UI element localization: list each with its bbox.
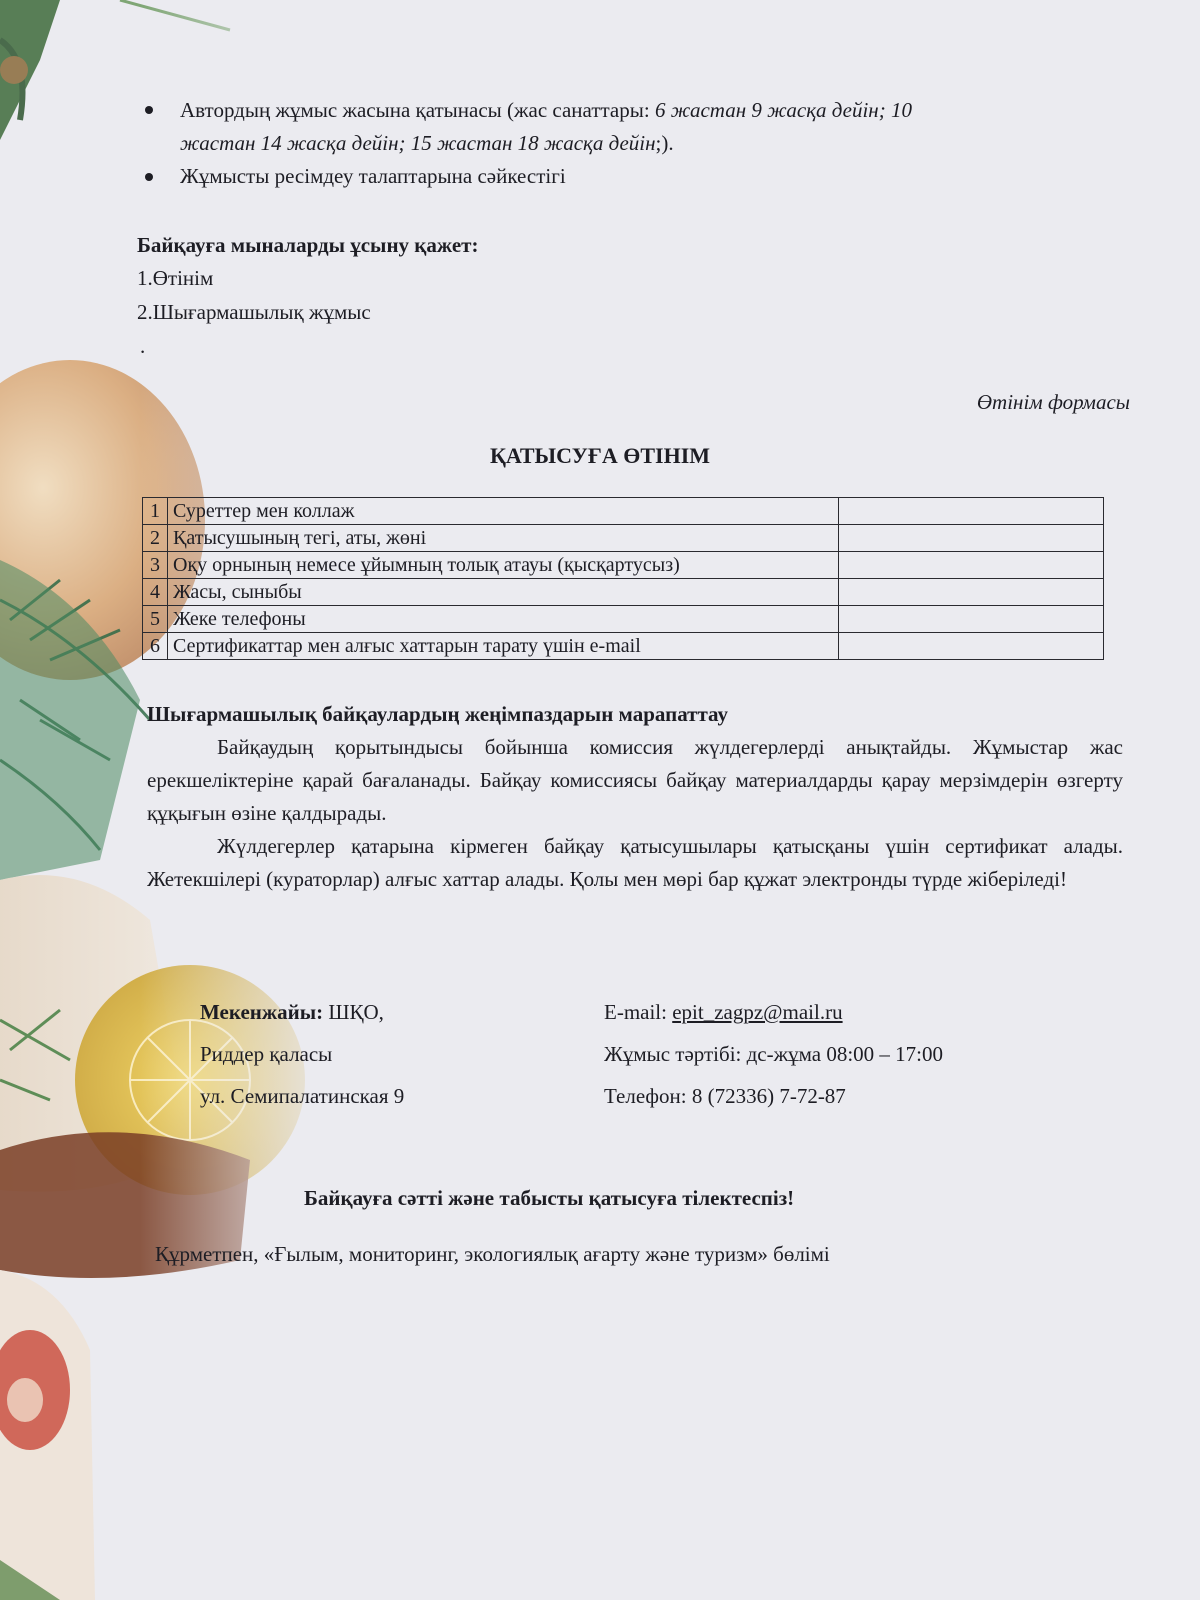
form-row-value-field[interactable]: [839, 606, 1104, 633]
stray-dot: .: [140, 334, 146, 358]
address-line: [200, 996, 384, 1029]
awards-paragraph-1: Байқаудың қорытындысы бойынша комиссия жүлдегерлерді анықтайды. Жұмыстар жас ерекшеліктеріне қарай бағаланады. Байқау комиссиясы байқау материалдарды қарау мерзімдерін өзгерту құқығын өзіне қалдырады.: [147, 735, 1123, 825]
application-form-table: [142, 497, 1104, 660]
submit-item-application: 1.Өтінім: [137, 266, 214, 290]
form-row-number: 6: [143, 633, 168, 660]
form-row: [143, 525, 1104, 552]
submit-heading: Байқауға мыналарды ұсыну қажет:: [137, 233, 479, 257]
form-row: [143, 633, 1104, 660]
working-hours: Жұмыс тәртібі: дс-жұма 08:00 – 17:00: [604, 1042, 944, 1066]
submit-item-creative-work: 2.Шығармашылық жұмыс: [137, 300, 371, 324]
form-row-number: 4: [143, 579, 168, 606]
awards-text: [147, 731, 1123, 896]
criteria-item-format: Жұмысты ресімдеу талаптарына сәйкестігі: [180, 164, 566, 188]
closing-wish: Байқауға сәтті және табысты қатысуға тілектеспіз!: [304, 1186, 795, 1210]
form-row-label: Жасы, сыныбы: [168, 579, 839, 606]
form-row: [143, 606, 1104, 633]
address-region: ШҚО,: [323, 1000, 384, 1024]
address-label: Мекенжайы:: [200, 1000, 324, 1024]
form-row-value-field[interactable]: [839, 633, 1104, 660]
awards-heading: Шығармашылық байқаулардың жеңімпаздарын марапаттау: [147, 702, 728, 726]
bullet-marker: [145, 173, 153, 181]
form-row-label: Оқу орнының немесе ұйымның толық атауы (қысқартусыз): [168, 552, 839, 579]
address-city: Риддер қаласы: [200, 1042, 333, 1066]
criteria-item-age-line2: жастан 14 жасқа дейін; 15 жастан 18 жасқа дейін;).: [180, 131, 674, 155]
awards-paragraph-2: Жүлдегерлер қатарына кірмеген байқау қатысушылары қатысқаны үшін сертификат алады. Жетекшілері (кураторлар) алғыс хаттар алады. Қолы мен мөрі бар құжат электронды түрде жіберіледі!: [147, 834, 1123, 891]
address-street: ул. Семипалатинская 9: [200, 1084, 405, 1108]
form-title: ҚАТЫСУҒА ӨТІНІМ: [489, 443, 711, 468]
bullet-marker: [145, 106, 153, 114]
signature-line: Құрметпен, «Ғылым, мониторинг, экологиялық ағарту және туризм» бөлімі: [155, 1242, 830, 1266]
form-row-value-field[interactable]: [839, 498, 1104, 525]
form-row-value-field[interactable]: [839, 552, 1104, 579]
phone-number: Телефон: 8 (72336) 7-72-87: [604, 1084, 846, 1108]
form-row-value-field[interactable]: [839, 579, 1104, 606]
email-link[interactable]: epit_zagpz@mail.ru: [672, 1000, 843, 1024]
criteria-item-age-line1: Автордың жұмыс жасына қатынасы (жас санаттары: 6 жастан 9 жасқа дейін; 10: [180, 98, 912, 122]
form-row-label: Қатысушының тегі, аты, жөні: [168, 525, 839, 552]
form-row: [143, 552, 1104, 579]
form-row-label: Суреттер мен коллаж: [168, 498, 839, 525]
form-row-label: Жеке телефоны: [168, 606, 839, 633]
form-row-number: 2: [143, 525, 168, 552]
form-row-number: 3: [143, 552, 168, 579]
email-line: [604, 996, 843, 1029]
form-row-number: 5: [143, 606, 168, 633]
form-row-label: Сертификаттар мен алғыс хаттарын тарату үшін e-mail: [168, 633, 839, 660]
form-row: [143, 498, 1104, 525]
form-row-value-field[interactable]: [839, 525, 1104, 552]
form-row: [143, 579, 1104, 606]
form-row-number: 1: [143, 498, 168, 525]
form-caption: Өтінім формасы: [976, 390, 1130, 414]
email-label: E-mail:: [604, 1000, 673, 1024]
